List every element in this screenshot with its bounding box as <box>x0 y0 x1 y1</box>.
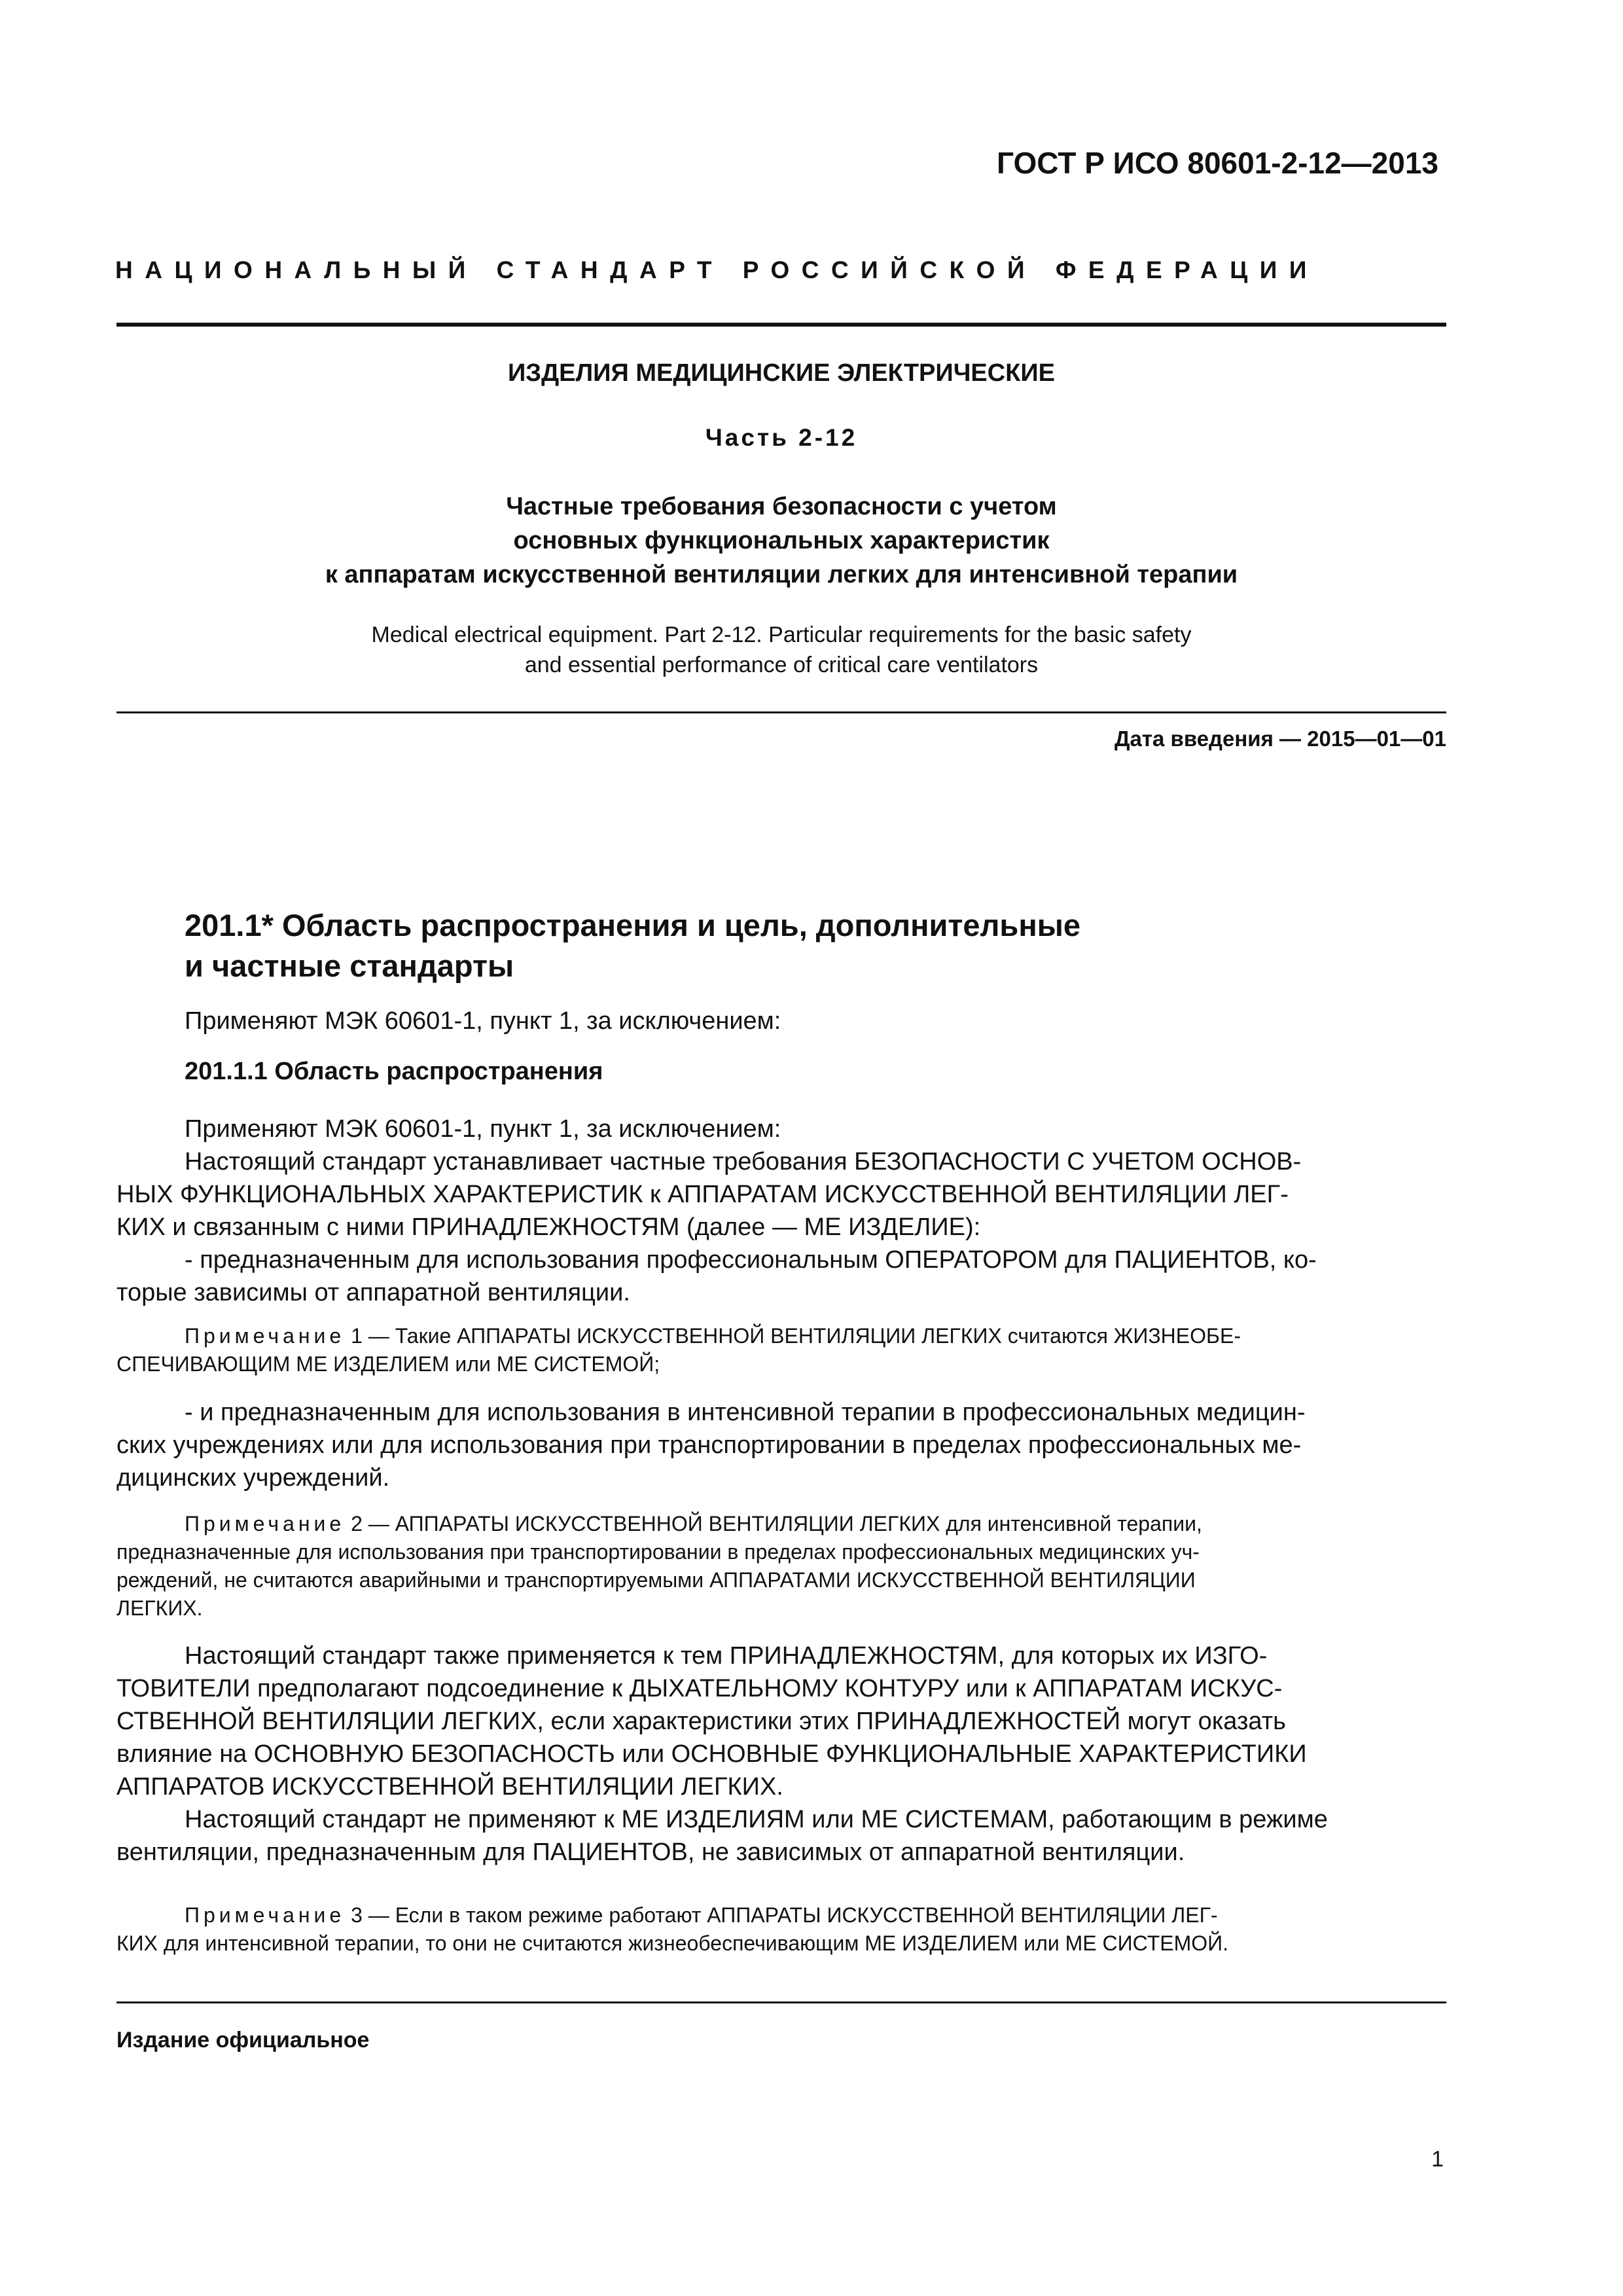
note-text: реждений, не считаются аварийными и транспортируемыми АППАРАТАМИ ИСКУССТВЕННОЙ ВЕНТИЛЯЦИИ <box>116 1568 1196 1592</box>
paragraph-line: вентиляции, предназначенным для ПАЦИЕНТОВ, не зависимых от аппаратной вентиляции. <box>116 1839 1185 1866</box>
national-standard-banner: НАЦИОНАЛЬНЫЙ СТАНДАРТ РОССИЙСКОЙ ФЕДЕРАЦИИ <box>115 257 1319 283</box>
title-main: ИЗДЕЛИЯ МЕДИЦИНСКИЕ ЭЛЕКТРИЧЕСКИЕ <box>507 359 1056 387</box>
note-text: 2 — АППАРАТЫ ИСКУССТВЕННОЙ ВЕНТИЛЯЦИИ ЛЕГКИХ для интенсивной терапии, <box>345 1512 1202 1535</box>
paragraph-group <box>116 1640 1446 1869</box>
date-of-introduction: Дата введения — 2015—01—01 <box>1115 726 1446 751</box>
paragraph: Применяют МЭК 60601-1, пункт 1, за исключением: <box>185 1007 781 1035</box>
paragraph-line: НЫХ ФУНКЦИОНАЛЬНЫХ ХАРАКТЕРИСТИК к АППАРАТАМ ИСКУССТВЕННОЙ ВЕНТИЛЯЦИИ ЛЕГ- <box>116 1181 1289 1208</box>
document-designation: ГОСТ Р ИСО 80601-2-12—2013 <box>997 146 1438 180</box>
section-heading-line: 201.1* Область распространения и цель, дополнительные <box>185 908 1080 942</box>
paragraph-line: ТОВИТЕЛИ предполагают подсоединение к ДЫХАТЕЛЬНОМУ КОНТУРУ или к АППАРАТАМ ИСКУС- <box>116 1675 1283 1702</box>
paragraph: Применяют МЭК 60601-1, пункт 1, за исключением: <box>185 1115 781 1143</box>
title-english <box>116 620 1446 680</box>
title-part: Часть 2-12 <box>705 424 858 451</box>
subsection-heading: 201.1.1 Область распространения <box>185 1058 603 1085</box>
paragraph-line: КИХ и связанным с ними ПРИНАДЛЕЖНОСТЯМ (далее — МЕ ИЗДЕЛИЕ): <box>116 1213 981 1241</box>
title-rule <box>116 711 1446 713</box>
paragraph-line: ских учреждениях или для использования при транспортировании в пределах профессиональных ме- <box>116 1431 1302 1459</box>
note-text: 1 — Такие АППАРАТЫ ИСКУССТВЕННОЙ ВЕНТИЛЯЦИИ ЛЕГКИХ считаются ЖИЗНЕОБЕ- <box>345 1324 1241 1348</box>
note-text: КИХ для интенсивной терапии, то они не считаются жизнеобеспечивающим МЕ ИЗДЕЛИЕМ или МЕ СИСТЕМОЙ. <box>116 1931 1229 1955</box>
paragraph-line: Настоящий стандарт также применяется к тем ПРИНАДЛЕЖНОСТЯМ, для которых их ИЗГО- <box>185 1642 1268 1670</box>
note-text: предназначенные для использования при транспортировании в пределах профессиональных медицинских уч- <box>116 1540 1200 1564</box>
paragraph-group <box>116 1396 1446 1494</box>
paragraph-line: дицинских учреждений. <box>116 1464 390 1492</box>
title-russian <box>116 490 1446 592</box>
note-label: Примечание <box>185 1512 346 1535</box>
paragraph-line: Настоящий стандарт устанавливает частные требования БЕЗОПАСНОСТИ С УЧЕТОМ ОСНОВ- <box>185 1148 1302 1175</box>
paragraph-line: - предназначенным для использования профессиональным ОПЕРАТОРОМ для ПАЦИЕНТОВ, ко- <box>185 1246 1317 1274</box>
page-number: 1 <box>1431 2147 1444 2172</box>
paragraph-line: влияние на ОСНОВНУЮ БЕЗОПАСНОСТЬ или ОСНОВНЫЕ ФУНКЦИОНАЛЬНЫЕ ХАРАКТЕРИСТИКИ <box>116 1740 1307 1768</box>
note-text: 3 — Если в таком режиме работают АППАРАТЫ ИСКУССТВЕННОЙ ВЕНТИЛЯЦИИ ЛЕГ- <box>345 1903 1218 1927</box>
title-ru-line: к аппаратам искусственной вентиляции легких для интенсивной терапии <box>325 561 1238 588</box>
title-ru-line: Частные требования безопасности с учетом <box>506 493 1057 520</box>
paragraph-line: - и предназначенным для использования в интенсивной терапии в профессиональных медицин- <box>185 1399 1306 1426</box>
note-1 <box>116 1322 1446 1378</box>
header-rule <box>116 323 1446 327</box>
paragraph-line: АППАРАТОВ ИСКУССТВЕННОЙ ВЕНТИЛЯЦИИ ЛЕГКИХ. <box>116 1773 783 1801</box>
title-en-line: Medical electrical equipment. Part 2-12. Particular requirements for the basic safety <box>371 622 1192 647</box>
title-ru-line: основных функциональных характеристик <box>513 527 1050 554</box>
note-text: СПЕЧИВАЮЩИМ МЕ ИЗДЕЛИЕМ или МЕ СИСТЕМОЙ; <box>116 1352 660 1376</box>
section-heading <box>185 905 1446 986</box>
note-2 <box>116 1510 1446 1623</box>
footer-rule <box>116 2001 1446 2003</box>
paragraph-line: СТВЕННОЙ ВЕНТИЛЯЦИИ ЛЕГКИХ, если характеристики этих ПРИНАДЛЕЖНОСТЕЙ могут оказать <box>116 1708 1286 1735</box>
note-text: ЛЕГКИХ. <box>116 1596 203 1620</box>
paragraph-group <box>116 1113 1446 1309</box>
section-heading-line: и частные стандарты <box>185 948 514 983</box>
title-en-line: and essential performance of critical care ventilators <box>524 653 1039 677</box>
paragraph-line: Настоящий стандарт не применяют к МЕ ИЗДЕЛИЯМ или МЕ СИСТЕМАМ, работающим в режиме <box>185 1806 1328 1833</box>
note-label: Примечание <box>185 1903 346 1927</box>
note-3 <box>116 1901 1446 1958</box>
paragraph-line: торые зависимы от аппаратной вентиляции. <box>116 1279 630 1306</box>
note-label: Примечание <box>185 1324 346 1348</box>
official-edition-label: Издание официальное <box>116 2028 370 2053</box>
